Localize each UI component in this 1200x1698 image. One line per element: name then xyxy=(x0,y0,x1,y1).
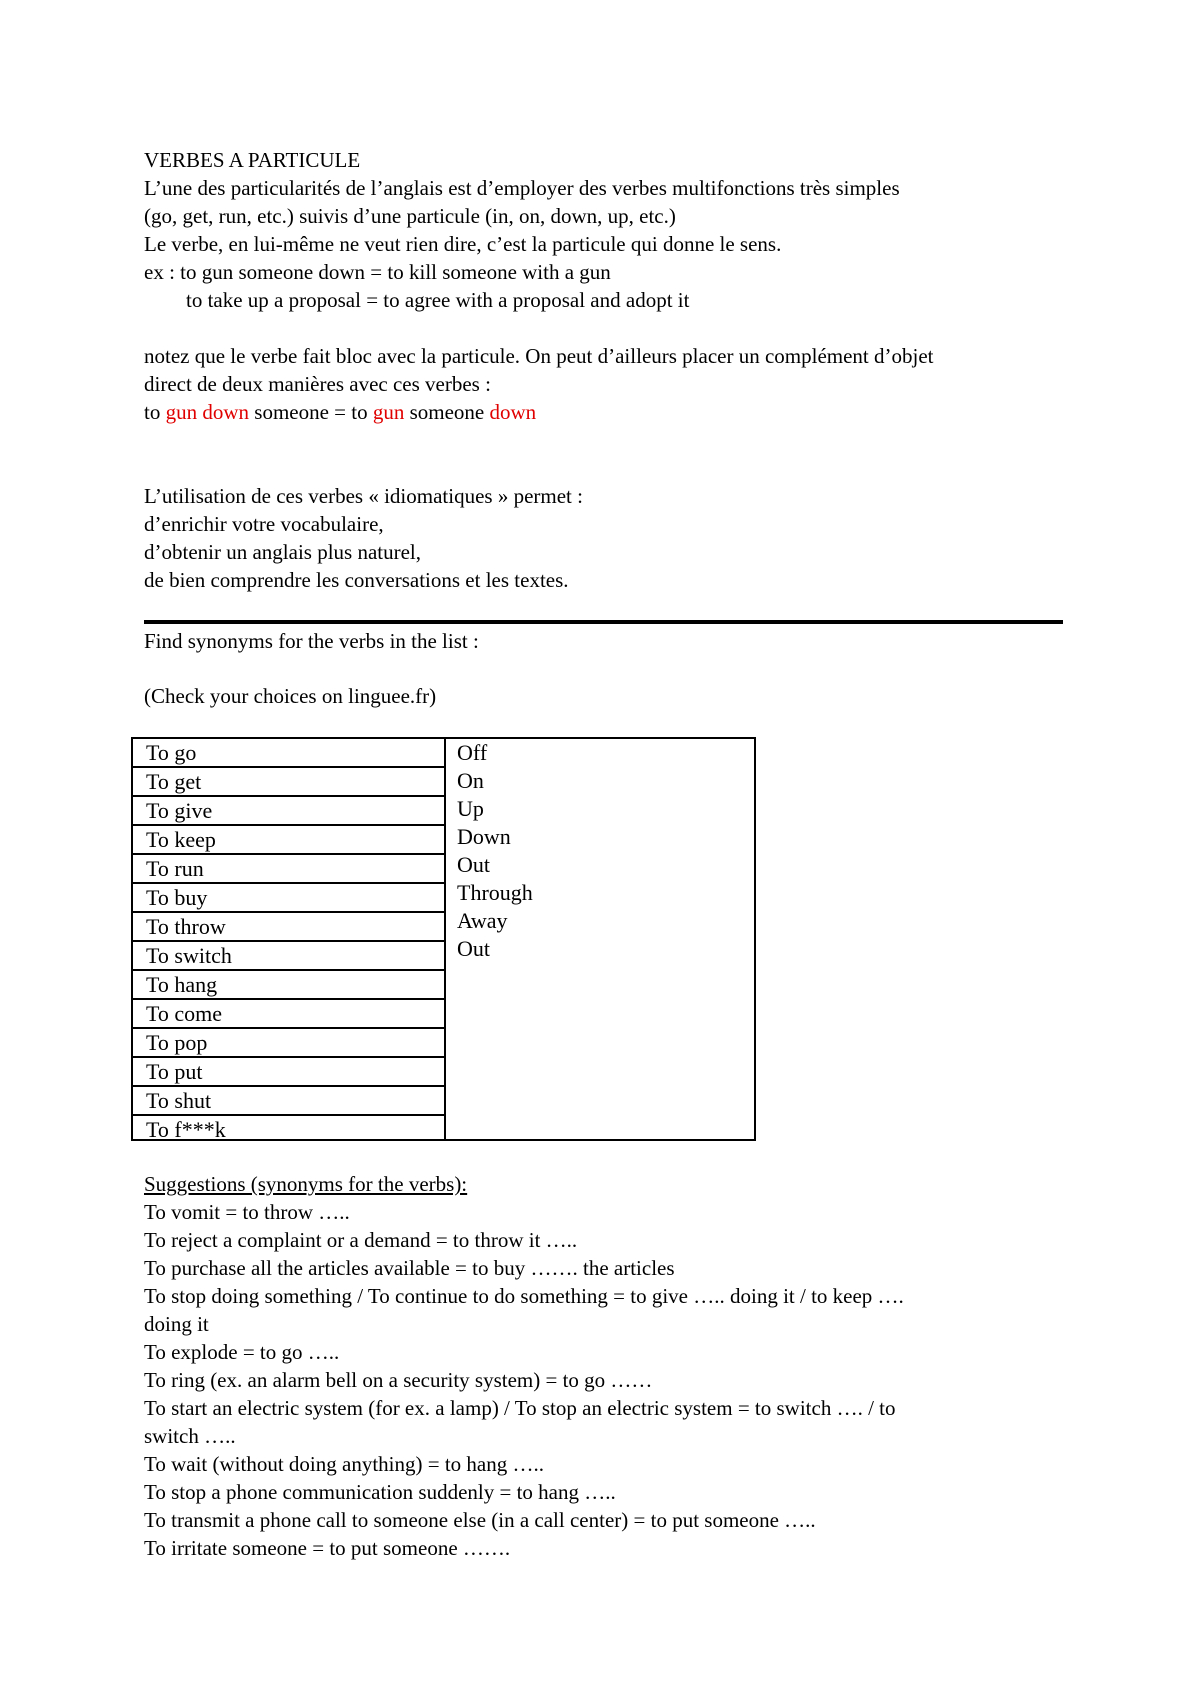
exercise-instruction: Find synonyms for the verbs in the list : xyxy=(144,629,479,653)
exercise-instruction-section xyxy=(144,627,1064,655)
particle-item: Down xyxy=(457,824,511,849)
highlighted-particle: down xyxy=(489,400,537,424)
verb-cell: To run xyxy=(133,855,444,884)
verb-cell: To get xyxy=(133,768,444,797)
usage-line: L’utilisation de ces verbes « idiomatiques » permet : xyxy=(144,484,583,508)
usage-section xyxy=(144,482,1064,594)
verb-cell: To buy xyxy=(133,884,444,913)
example-text: someone xyxy=(404,400,490,424)
verb-cell: To shut xyxy=(133,1087,444,1116)
suggestions-section xyxy=(144,1170,1064,1562)
suggestion-line: To stop a phone communication suddenly = to hang ….. xyxy=(144,1480,616,1504)
particle-item: Off xyxy=(457,740,488,765)
suggestion-line: To start an electric system (for ex. a lamp) / To stop an electric system = to switch …. / to xyxy=(144,1396,896,1420)
note-line: direct de deux manières avec ces verbes : xyxy=(144,372,491,396)
suggestion-line: doing it xyxy=(144,1312,209,1336)
particle-item: On xyxy=(457,768,484,793)
verb-cell: To come xyxy=(133,1000,444,1029)
verb-cell: To put xyxy=(133,1058,444,1087)
particle-item: Out xyxy=(457,852,490,877)
suggestion-line: To transmit a phone call to someone else (in a call center) = to put someone ….. xyxy=(144,1508,816,1532)
usage-line: de bien comprendre les conversations et les textes. xyxy=(144,568,569,592)
suggestion-line: To vomit = to throw ….. xyxy=(144,1200,350,1224)
intro-line: (go, get, run, etc.) suivis d’une particule (in, on, down, up, etc.) xyxy=(144,204,676,228)
particle-item: Up xyxy=(457,796,484,821)
suggestion-line: To wait (without doing anything) = to hang ….. xyxy=(144,1452,544,1476)
note-example xyxy=(144,398,1064,426)
verb-cell: To f***k xyxy=(146,1117,226,1142)
suggestion-line: To ring (ex. an alarm bell on a security system) = to go …… xyxy=(144,1368,653,1392)
suggestion-line: To stop doing something / To continue to do something = to give ….. doing it / to keep …. xyxy=(144,1284,904,1308)
section-divider xyxy=(144,620,1063,624)
document-title: VERBES A PARTICULE xyxy=(144,148,361,172)
highlighted-verb: gun xyxy=(372,400,405,424)
example-text: someone = to xyxy=(249,400,373,424)
highlighted-verb: gun down xyxy=(165,400,250,424)
check-note: (Check your choices on linguee.fr) xyxy=(144,684,437,708)
check-note-section xyxy=(144,682,1064,710)
verb-column xyxy=(133,739,446,1142)
suggestion-line: To irritate someone = to put someone ……. xyxy=(144,1536,511,1560)
verb-cell: To give xyxy=(133,797,444,826)
verb-cell: To keep xyxy=(133,826,444,855)
note-line: notez que le verbe fait bloc avec la particule. On peut d’ailleurs placer un complément d’objet xyxy=(144,344,934,368)
example-text: to xyxy=(144,400,166,424)
intro-section xyxy=(144,146,1064,314)
verb-particle-table xyxy=(131,737,756,1141)
suggestions-heading: Suggestions (synonyms for the verbs): xyxy=(144,1172,468,1196)
note-section xyxy=(144,342,1064,426)
usage-line: d’enrichir votre vocabulaire, xyxy=(144,512,384,536)
verb-cell: To throw xyxy=(133,913,444,942)
particle-column xyxy=(457,739,533,963)
verb-cell: To switch xyxy=(133,942,444,971)
particle-item: Away xyxy=(457,908,508,933)
suggestion-line: To reject a complaint or a demand = to throw it ….. xyxy=(144,1228,578,1252)
suggestion-line: switch ….. xyxy=(144,1424,236,1448)
verb-cell: To hang xyxy=(133,971,444,1000)
particle-item: Through xyxy=(457,880,533,905)
intro-line: Le verbe, en lui-même ne veut rien dire, c’est la particule qui donne le sens. xyxy=(144,232,782,256)
verb-cell: To go xyxy=(133,739,444,768)
intro-line: L’une des particularités de l’anglais est d’employer des verbes multifonctions très simples xyxy=(144,176,900,200)
suggestion-line: To purchase all the articles available = to buy ……. the articles xyxy=(144,1256,675,1280)
suggestion-line: To explode = to go ….. xyxy=(144,1340,340,1364)
verb-cell: To pop xyxy=(133,1029,444,1058)
example-line: ex : to gun someone down = to kill someone with a gun xyxy=(144,260,611,284)
particle-item: Out xyxy=(457,936,490,961)
usage-line: d’obtenir un anglais plus naturel, xyxy=(144,540,422,564)
example-line: to take up a proposal = to agree with a proposal and adopt it xyxy=(186,288,690,312)
